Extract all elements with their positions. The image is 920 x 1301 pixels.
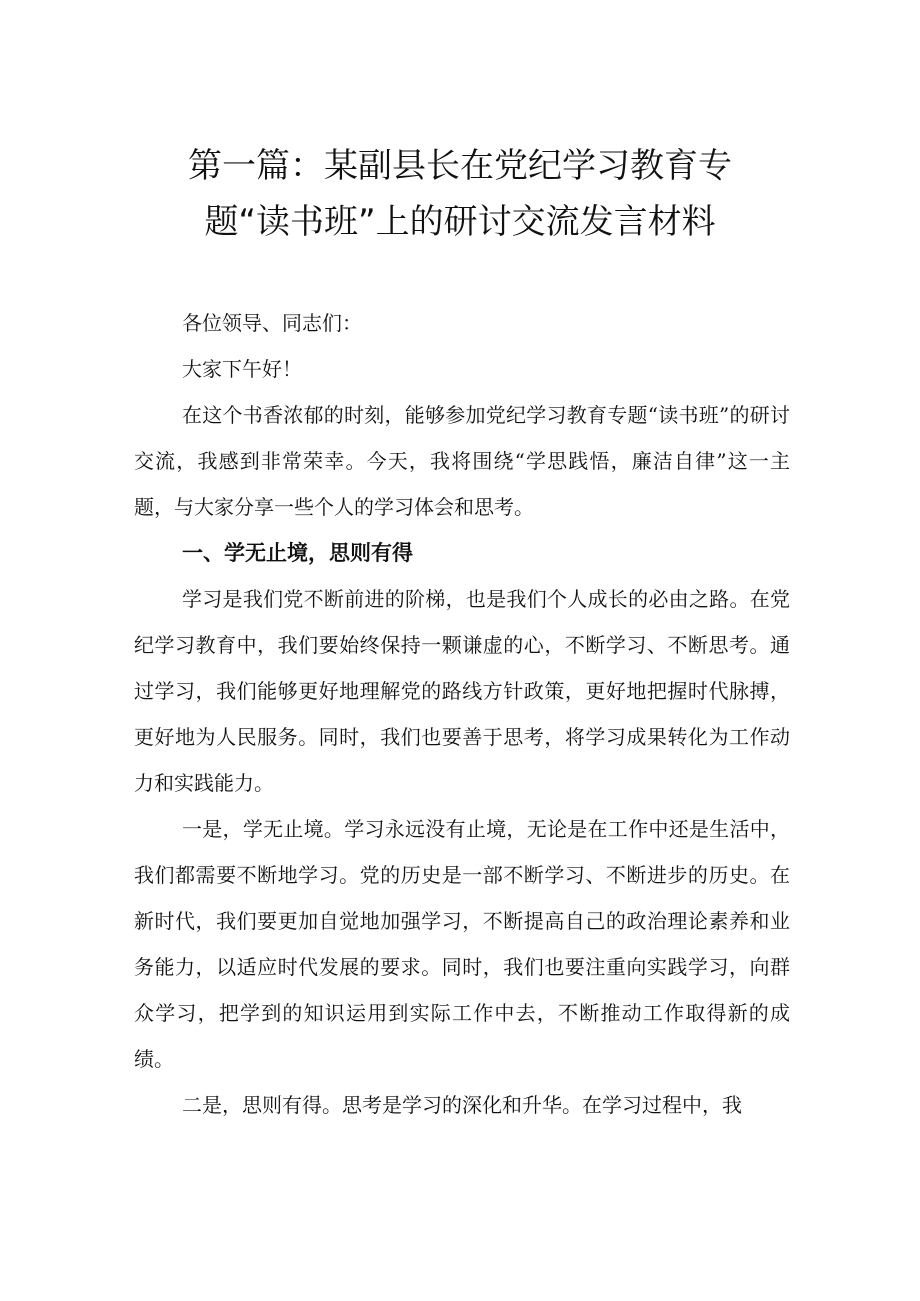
- document-body: [134, 300, 790, 1128]
- intro-paragraph: 在这个书香浓郁的时刻，能够参加党纪学习教育专题“读书班”的研讨交流，我感到非常荣幸。今天，我将围绕“学思践悟，廉洁自律”这一主题，与大家分享一些个人的学习体会和思考。: [134, 403, 790, 519]
- document-title: [130, 138, 790, 250]
- section-1-paragraph-2: 一是，学无止境。学习永远没有止境，无论是在工作中还是生活中，我们都需要不断地学习。党的历史是一部不断学习、不断进步的历史。在新时代，我们要更加自觉地加强学习，不断提高自己的政治理论素养和业务能力，以适应时代发展的要求。同时，我们也要注重向实践学习，向群众学习，把学到的知识运用到实际工作中去，不断推动工作取得新的成绩。: [134, 817, 790, 1071]
- section-1-paragraph-3: 二是，思则有得。思考是学习的深化和升华。在学习过程中，我: [182, 1093, 742, 1117]
- section-1-heading: 一、学无止境，思则有得: [182, 541, 413, 565]
- section-1-paragraph-1: 学习是我们党不断前进的阶梯，也是我们个人成长的必由之路。在党纪学习教育中，我们要始终保持一颗谦虚的心，不断学习、不断思考。通过学习，我们能够更好地理解党的路线方针政策，更好地把握时代脉搏，更好地为人民服务。同时，我们也要善于思考，将学习成果转化为工作动力和实践能力。: [134, 587, 790, 795]
- salutation: 各位领导、同志们：: [182, 311, 362, 335]
- greeting: 大家下午好！: [182, 357, 302, 381]
- title-line-1: 第一篇：某副县长在党纪学习教育专: [188, 146, 732, 186]
- title-line-2: 题“读书班”上的研讨交流发言材料: [204, 202, 716, 242]
